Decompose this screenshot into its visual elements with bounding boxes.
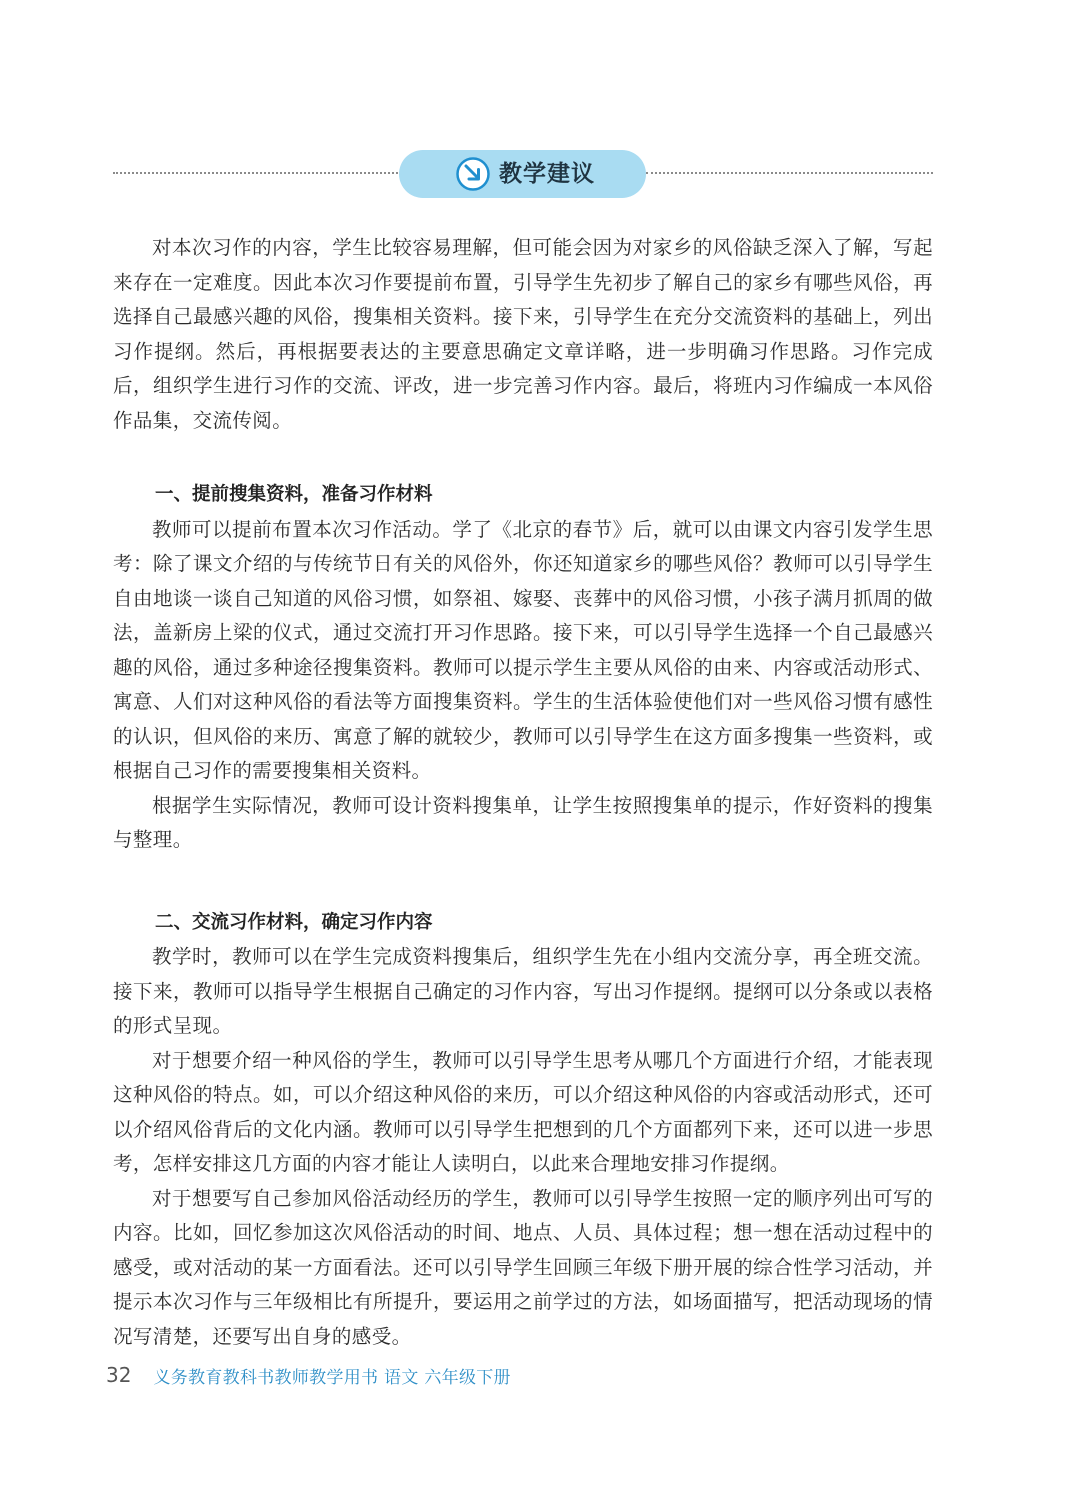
section-heading-1: 一、提前搜集资料，准备习作材料 (155, 484, 433, 505)
page-footer (106, 1360, 511, 1390)
section-2-paragraph-2: 对于想要介绍一种风俗的学生，教师可以引导学生思考从哪几个方面进行介绍，才能表现这种风俗的特点。如，可以介绍这种风俗的来历，可以介绍这种风俗的内容或活动形式，还可以介绍风俗背后的文化内涵。教师可以引导学生把想到的几个方面都列下来，还可以进一步思考，怎样安排这几方面的内容才能让人读明白，以此来合理地安排习作提纲。 (113, 1048, 933, 1175)
section-1-paragraph-1: 教师可以提前布置本次习作活动。学了《北京的春节》后，就可以由课文内容引发学生思考：除了课文介绍的与传统节日有关的风俗外，你还知道家乡的哪些风俗？教师可以引导学生自由地谈一谈自己知道的风俗习惯，如祭祖、嫁娶、丧葬中的风俗习惯，小孩子满月抓周的做法，盖新房上梁的仪式，通过交流打开习作思路。接下来，可以引导学生选择一个自己最感兴趣的风俗，通过多种途径搜集资料。教师可以提示学生主要从风俗的由来、内容或活动形式、寓意、人们对这种风俗的看法等方面搜集资料。学生的生活体验使他们对一些风俗习惯有感性的认识，但风俗的来历、寓意了解的就较少，教师可以引导学生在这方面多搜集一些资料，或根据自己习作的需要搜集相关资料。 (113, 517, 933, 782)
section-title: 教学建议 (499, 161, 595, 187)
section-2-paragraph-3: 对于想要写自己参加风俗活动经历的学生，教师可以引导学生按照一定的顺序列出可写的内容。比如，回忆参加这次风俗活动的时间、地点、人员、具体过程；想一想在活动过程中的感受，或对活动的某一方面看法。还可以引导学生回顾三年级下册开展的综合性学习活动，并提示本次习作与三年级相比有所提升，要运用之前学过的方法，如场面描写，把活动现场的情况写清楚，还要写出自身的感受。 (113, 1186, 933, 1348)
arrow-circle-icon (455, 156, 491, 192)
header-dotted-rule-right (646, 172, 933, 174)
page-number: 32 (106, 1363, 132, 1387)
section-heading-2: 二、交流习作材料，确定习作内容 (155, 911, 433, 933)
book-title: 义务教育教科书教师教学用书 语文 六年级下册 (153, 1367, 511, 1388)
header-dotted-rule-left (113, 172, 398, 174)
intro-paragraph: 对本次习作的内容，学生比较容易理解，但可能会因为对家乡的风俗缺乏深入了解，写起来存在一定难度。因此本次习作要提前布置，引导学生先初步了解自己的家乡有哪些风俗，再选择自己最感兴趣的风俗，搜集相关资料。接下来，引导学生在充分交流资料的基础上，列出习作提纲。然后，再根据要表达的主要意思确定文章详略，进一步明确习作思路。习作完成后，组织学生进行习作的交流、评改，进一步完善习作内容。最后，将班内习作编成一本风俗作品集，交流传阅。 (113, 236, 933, 432)
section-badge (399, 150, 646, 198)
section-1-paragraph-2: 根据学生实际情况，教师可设计资料搜集单，让学生按照搜集单的提示，作好资料的搜集与整理。 (113, 793, 933, 851)
section-2-paragraph-1: 教学时，教师可以在学生完成资料搜集后，组织学生先在小组内交流分享，再全班交流。接下来，教师可以指导学生根据自己确定的习作内容，写出习作提纲。提纲可以分条或以表格的形式呈现。 (113, 945, 933, 1037)
main-content (113, 231, 933, 1354)
